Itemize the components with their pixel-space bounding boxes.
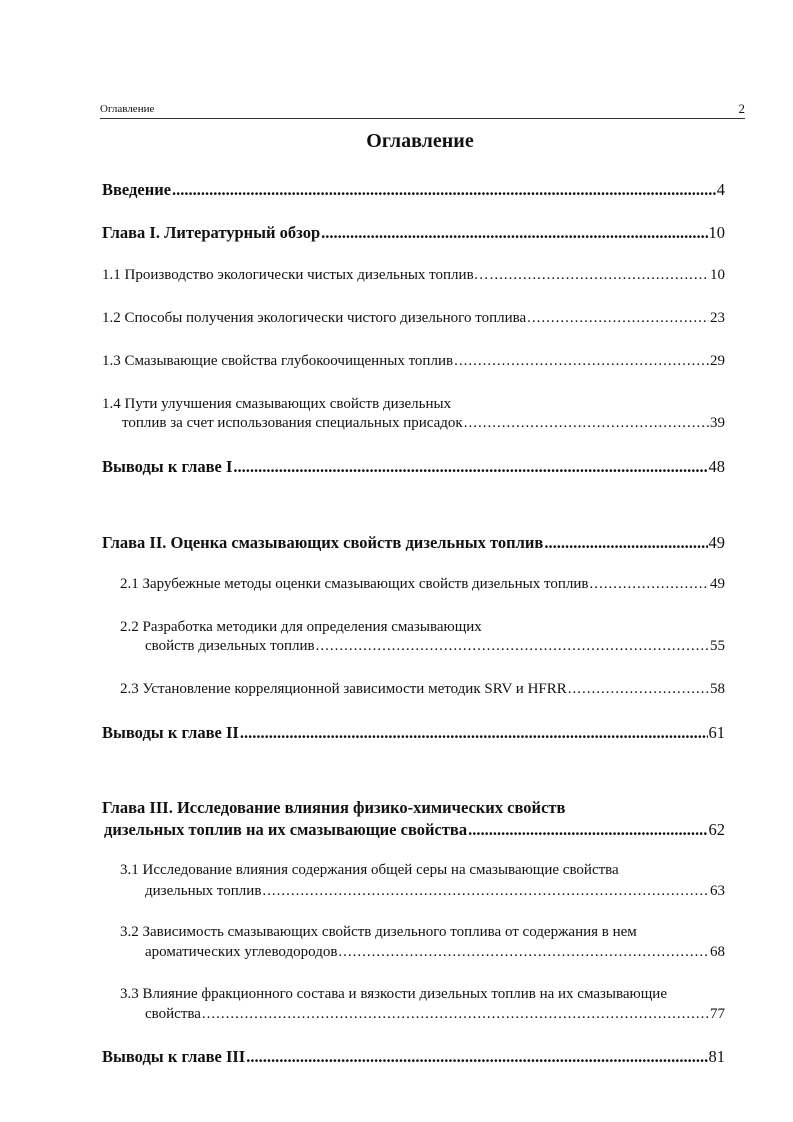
toc-entry bbox=[102, 353, 725, 370]
toc-entry-page: 4 bbox=[716, 180, 725, 199]
toc-entry-page: 29 bbox=[710, 353, 725, 369]
toc-entry bbox=[102, 180, 725, 200]
toc-entry-page: 39 bbox=[710, 415, 725, 431]
toc-entry bbox=[120, 576, 725, 593]
toc-entry-title: 1.4 Пути улучшения смазывающих свойств дизельных bbox=[102, 396, 452, 412]
running-header-title: Оглавление bbox=[100, 103, 155, 115]
toc-entry-title: 3.1 Исследование влияния содержания общей серы на смазывающие свойства bbox=[120, 862, 619, 878]
toc-entry bbox=[145, 1006, 725, 1023]
dot-leader bbox=[464, 415, 709, 432]
toc-entry-title: свойств дизельных топлив bbox=[145, 638, 315, 654]
toc-entry bbox=[102, 723, 725, 743]
toc-entry-page: 62 bbox=[708, 820, 725, 839]
toc-entry-title: 2.1 Зарубежные методы оценки смазывающих свойств дизельных топлив bbox=[120, 576, 589, 592]
dot-leader bbox=[589, 576, 709, 593]
dot-leader bbox=[568, 681, 709, 698]
toc-entry-page: 10 bbox=[710, 267, 725, 283]
toc-entry bbox=[120, 862, 619, 879]
dot-leader bbox=[321, 223, 707, 243]
dot-leader bbox=[338, 944, 709, 961]
toc-entry-title: Выводы к главе II bbox=[102, 723, 239, 742]
toc-entry-title: 1.3 Смазывающие свойства глубокоочищенных топлив bbox=[102, 353, 454, 369]
toc-entry bbox=[120, 924, 637, 941]
dot-leader bbox=[240, 723, 708, 743]
dot-leader bbox=[527, 310, 709, 327]
toc-entry-title: 3.2 Зависимость смазывающих свойств дизельного топлива от содержания в нем bbox=[120, 924, 637, 940]
dot-leader bbox=[490, 267, 709, 284]
toc-entry-page: 58 bbox=[710, 681, 725, 697]
page-title: Оглавление bbox=[366, 130, 474, 152]
toc-entry bbox=[102, 267, 725, 284]
dot-leader bbox=[246, 1047, 707, 1067]
toc-entry-title: 2.3 Установление корреляционной зависимости методик SRV и HFRR bbox=[120, 681, 567, 697]
page-number: 2 bbox=[738, 101, 745, 116]
toc-entry-page: 49 bbox=[708, 533, 725, 552]
toc-entry-page: 49 bbox=[710, 576, 725, 592]
toc-entry bbox=[120, 986, 667, 1003]
toc-entry bbox=[122, 415, 725, 432]
toc-entry bbox=[145, 944, 725, 961]
toc-entry-title: Введение bbox=[102, 180, 172, 199]
dot-leader bbox=[172, 180, 716, 200]
toc-entry-title: дизельных топлив bbox=[145, 883, 262, 899]
dot-leader bbox=[454, 353, 709, 370]
toc-entry bbox=[102, 223, 725, 243]
running-header bbox=[100, 102, 745, 119]
toc-entry bbox=[102, 533, 725, 553]
toc-entry-title: свойства bbox=[145, 1006, 201, 1022]
dot-leader bbox=[316, 638, 709, 655]
toc-entry-title: 3.3 Влияние фракционного состава и вязкости дизельных топлив на их смазывающие bbox=[120, 986, 667, 1002]
toc-entry-title: Глава I. Литературный обзор bbox=[102, 223, 321, 242]
toc-entry-page: 68 bbox=[710, 944, 725, 960]
toc-entry-title: 1.1 Производство экологически чистых дизельных топлив… bbox=[102, 267, 489, 283]
toc-entry-page: 81 bbox=[708, 1047, 725, 1066]
toc-entry-page: 48 bbox=[708, 457, 725, 476]
toc-entry bbox=[145, 638, 725, 655]
toc-entry-title: дизельных топлив на их смазывающие свойства bbox=[104, 820, 468, 839]
toc-entry-page: 23 bbox=[710, 310, 725, 326]
dot-leader bbox=[468, 820, 707, 840]
dot-leader bbox=[202, 1006, 709, 1023]
toc-entry bbox=[104, 820, 725, 840]
toc-entry bbox=[102, 457, 725, 477]
toc-entry bbox=[102, 310, 725, 327]
toc-entry bbox=[145, 883, 725, 900]
dot-leader bbox=[544, 533, 707, 553]
toc-entry bbox=[102, 798, 565, 818]
toc-entry bbox=[120, 681, 725, 698]
toc-entry-title: топлив за счет использования специальных присадок bbox=[122, 415, 463, 431]
toc-entry-title: Выводы к главе I bbox=[102, 457, 233, 476]
toc-entry bbox=[102, 396, 451, 413]
toc-entry-page: 10 bbox=[708, 223, 725, 242]
toc-entry-page: 77 bbox=[710, 1006, 725, 1022]
toc-entry-title: 1.2 Способы получения экологически чистого дизельного топлива bbox=[102, 310, 527, 326]
toc-entry-page: 63 bbox=[710, 883, 725, 899]
dot-leader bbox=[262, 883, 709, 900]
toc-entry bbox=[102, 1047, 725, 1067]
toc-entry-title: Выводы к главе III bbox=[102, 1047, 246, 1066]
toc-entry-title: ароматических углеводородов bbox=[145, 944, 338, 960]
toc-entry-title: Глава II. Оценка смазывающих свойств дизельных топлив bbox=[102, 533, 544, 552]
toc-entry-page: 55 bbox=[710, 638, 725, 654]
toc-entry bbox=[120, 619, 482, 636]
toc-entry-title: 2.2 Разработка методики для определения смазывающих bbox=[120, 619, 482, 635]
dot-leader bbox=[233, 457, 707, 477]
toc-entry-page: 61 bbox=[708, 723, 725, 742]
toc-entry-title: Глава III. Исследование влияния физико-химических свойств bbox=[102, 798, 566, 817]
